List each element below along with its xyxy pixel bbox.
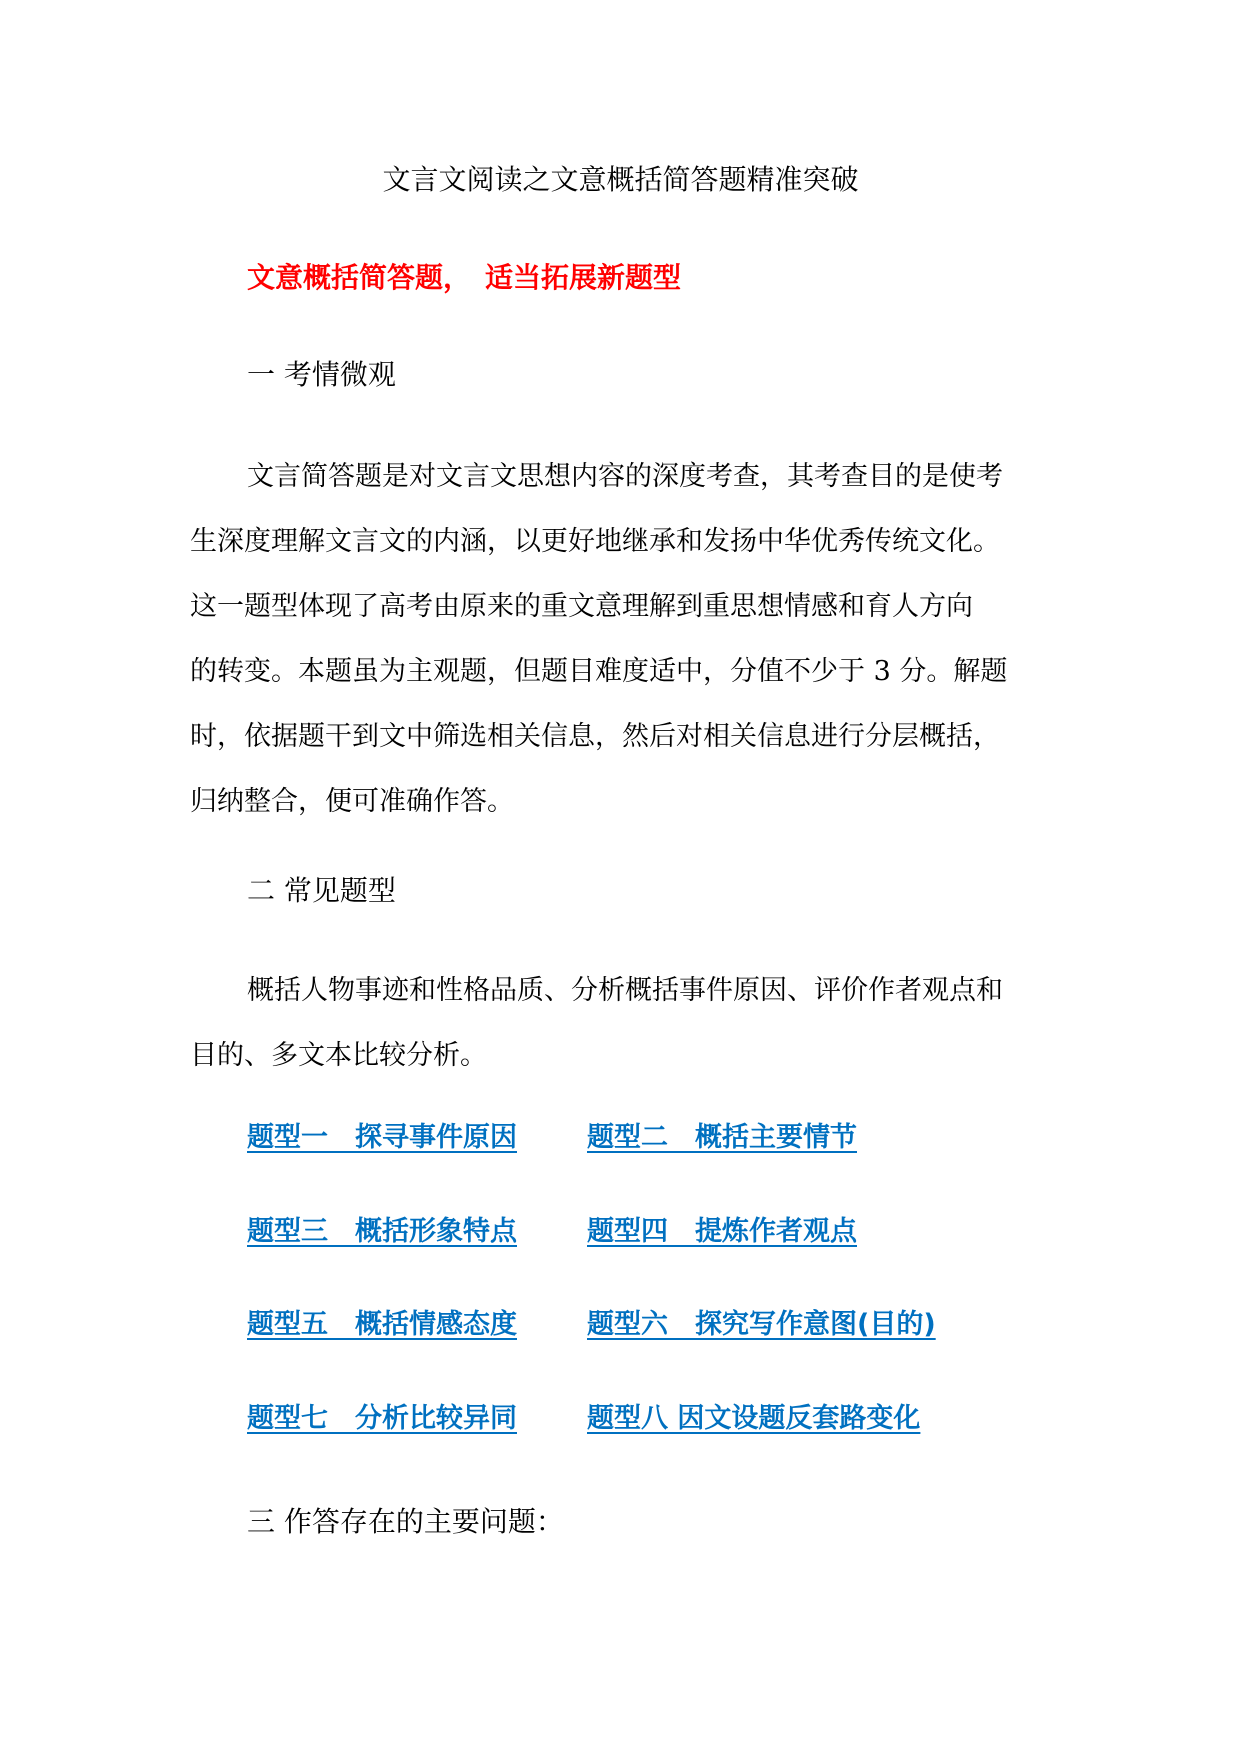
paragraph-line: 文言简答题是对文言文思想内容的深度考查，其考查目的是使考 <box>247 461 1003 492</box>
paragraph-line: 目的、多文本比较分析。 <box>190 1040 487 1071</box>
document-title: 文言文阅读之文意概括简答题精准突破 <box>382 163 859 196</box>
paragraph-line: 时，依据题干到文中筛选相关信息，然后对相关信息进行分层概括， <box>190 721 1000 752</box>
question-type-link-2[interactable]: 题型二 概括主要情节 <box>587 1122 857 1153</box>
paragraph-line: 归纳整合，便可准确作答。 <box>190 786 514 817</box>
section-heading-1: 一 考情微观 <box>247 358 396 391</box>
paragraph-line: 的转变。本题虽为主观题，但题目难度适中，分值不少于 3 分。解题 <box>190 656 1008 687</box>
question-type-link-7[interactable]: 题型七 分析比较异同 <box>247 1403 517 1434</box>
question-type-link-4[interactable]: 题型四 提炼作者观点 <box>587 1216 857 1247</box>
question-type-link-3[interactable]: 题型三 概括形象特点 <box>247 1216 517 1247</box>
paragraph-line: 生深度理解文言文的内涵，以更好地继承和发扬中华优秀传统文化。 <box>190 526 1000 557</box>
section-heading-2: 二 常见题型 <box>247 874 396 907</box>
paragraph-line: 概括人物事迹和性格品质、分析概括事件原因、评价作者观点和 <box>247 975 1003 1006</box>
question-type-link-1[interactable]: 题型一 探寻事件原因 <box>247 1122 517 1153</box>
paragraph-line: 这一题型体现了高考由原来的重文意理解到重思想情感和育人方向 <box>190 591 973 622</box>
question-type-link-8[interactable]: 题型八 因文设题反套路变化 <box>587 1403 921 1434</box>
question-type-link-6[interactable]: 题型六 探究写作意图(目的) <box>587 1309 936 1340</box>
question-type-link-5[interactable]: 题型五 概括情感态度 <box>247 1309 517 1340</box>
section-1-paragraph <box>190 444 1070 834</box>
section-2-paragraph <box>190 958 1070 1088</box>
section-heading-3: 三 作答存在的主要问题： <box>247 1505 564 1538</box>
document-subtitle: 文意概括简答题， 适当拓展新题型 <box>247 261 682 294</box>
